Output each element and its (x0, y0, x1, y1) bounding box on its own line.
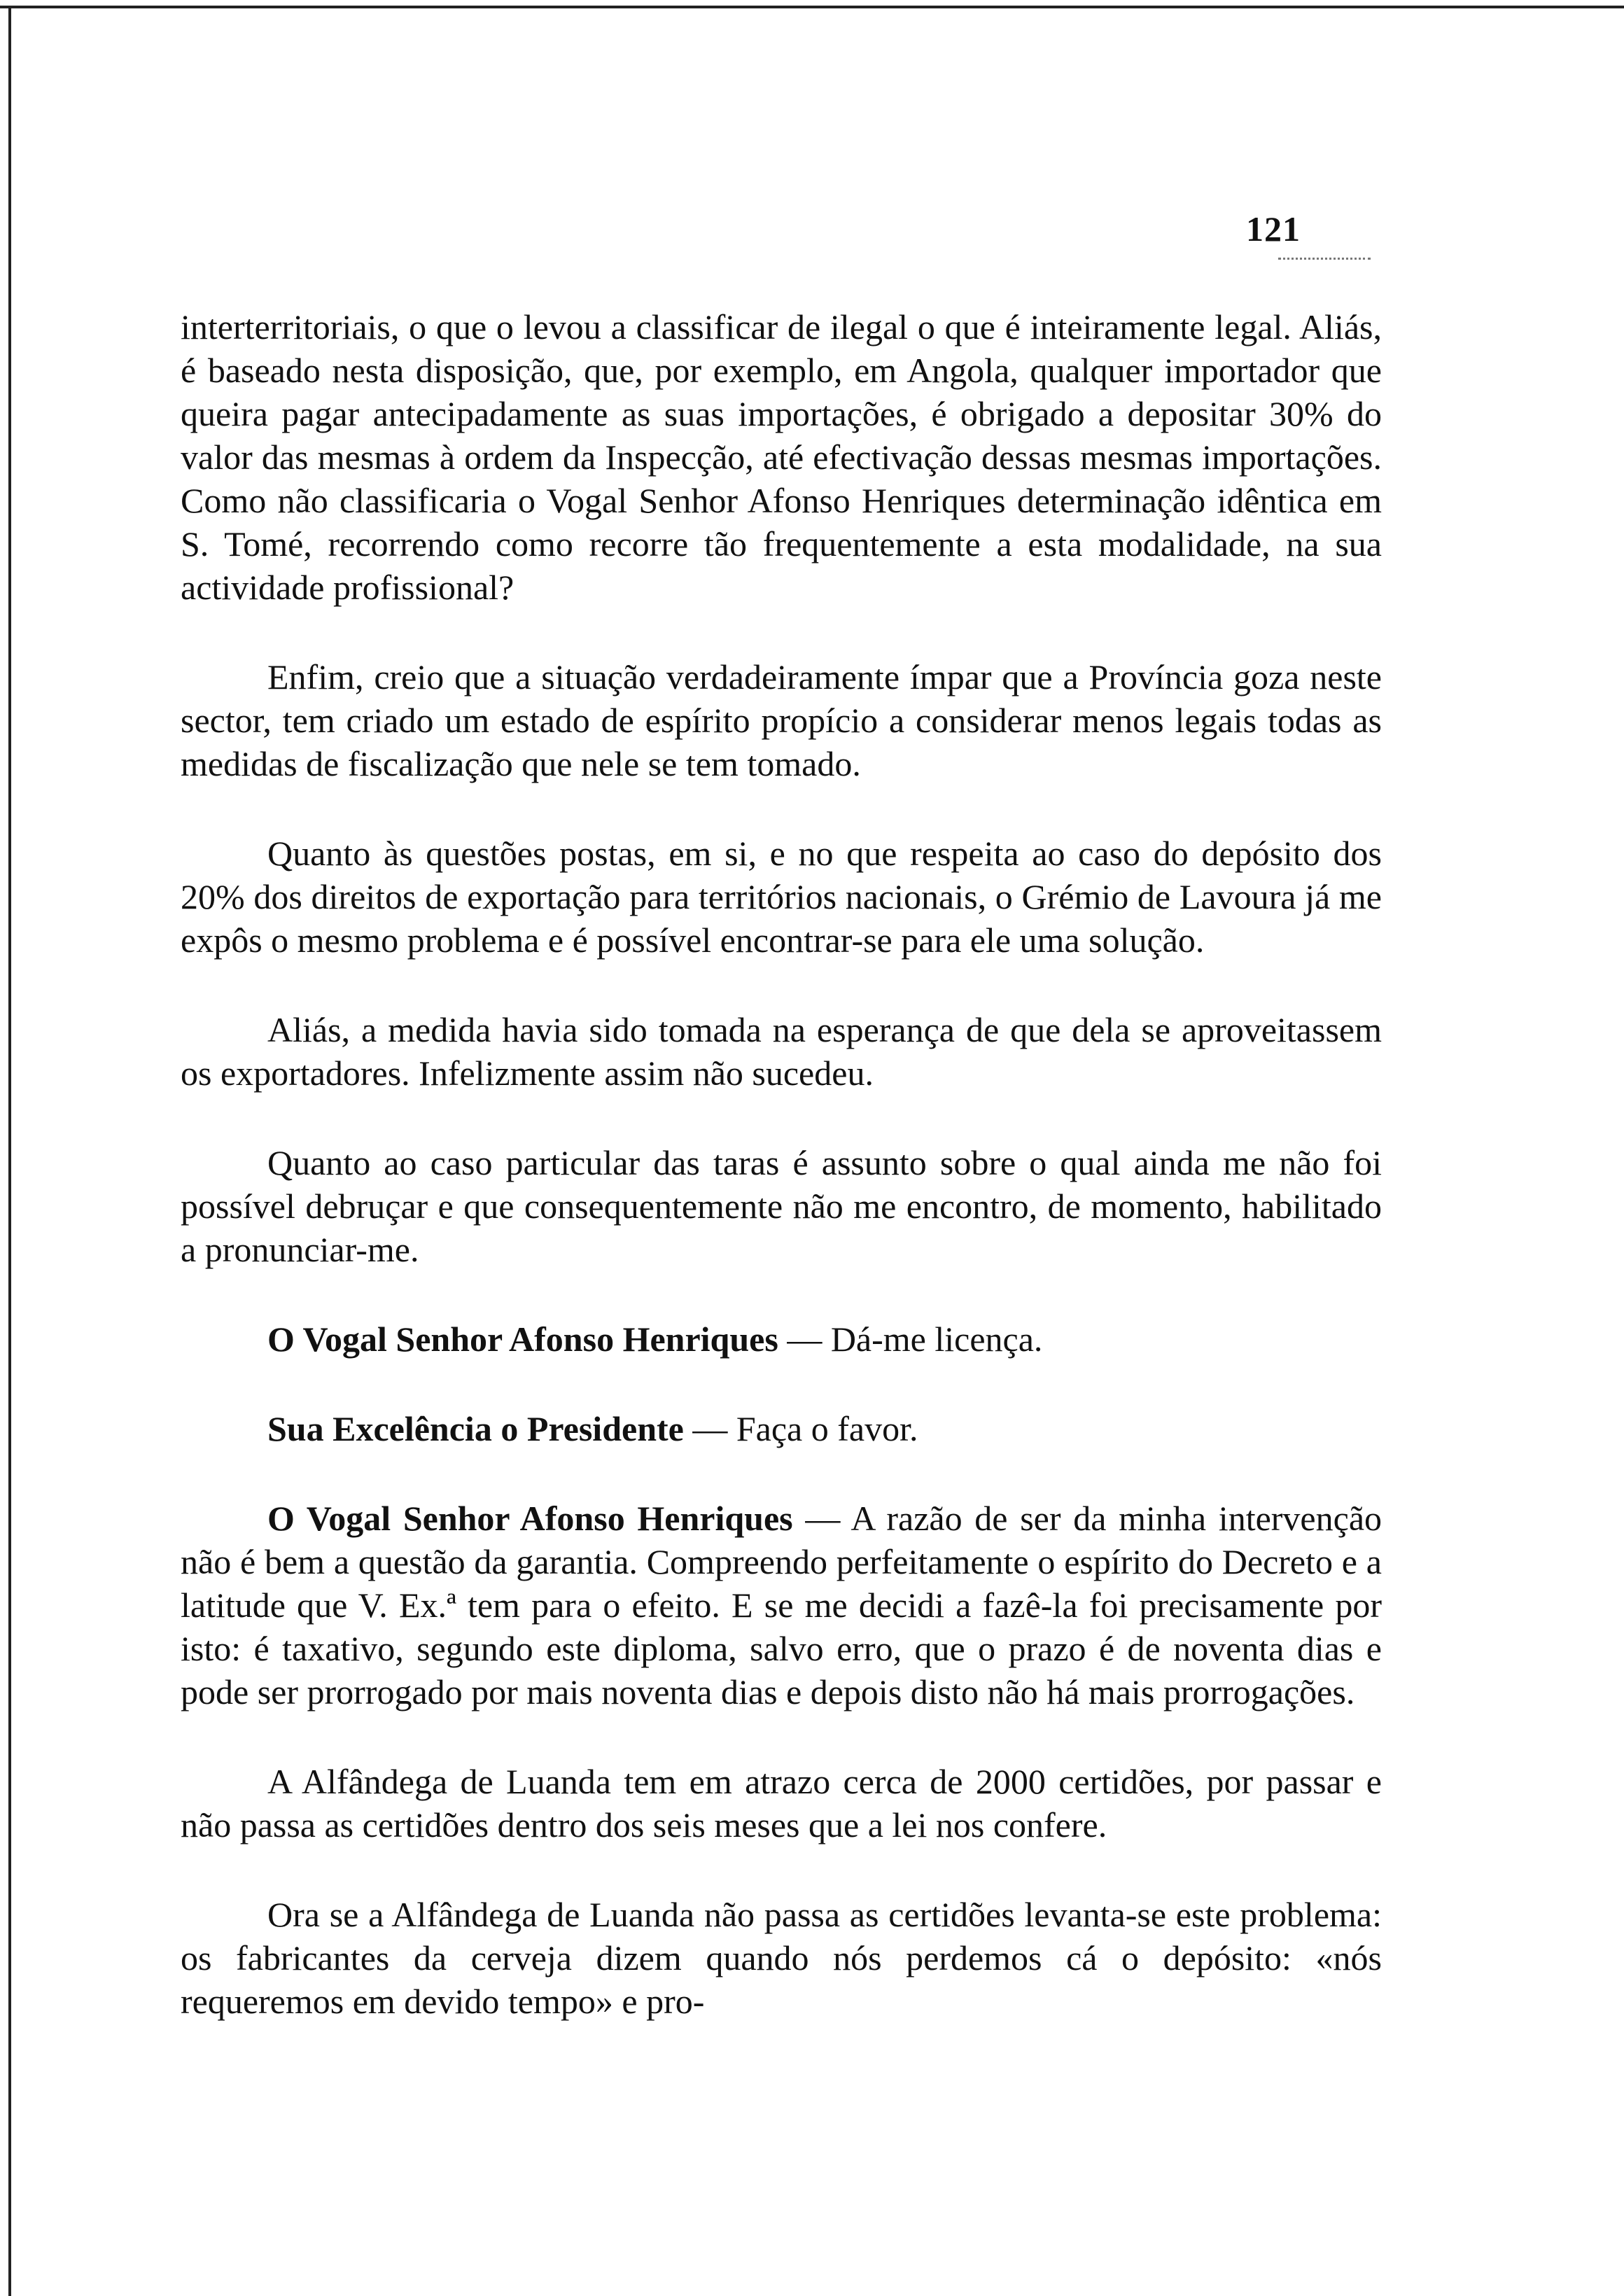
paragraph-text: interterritoriais, o que o levou a classificar de ilegal o que é inteiramente legal. Aliás, é baseado nesta disposição, que, por exemplo, em Angola, qualquer importador que queira pagar antecipadamente as suas importações, é obrigado a depositar 30% do valor das mesmas à ordem da Inspecção, até efectivação dessas mesmas importações. Como não classificaria o Vogal Senhor Afonso Henriques determinação idêntica em S. Tomé, recorrendo como recorre tão frequentemente a esta modalidade, na sua actividade profissional? (181, 307, 1382, 607)
paragraph-10 (181, 1893, 1382, 2023)
paragraph-9 (181, 1760, 1382, 1847)
paragraph-5 (181, 1141, 1382, 1271)
paragraph-text: Quanto às questões postas, em si, e no que respeita ao caso do depósito dos 20% dos direitos de exportação para territórios nacionais, o Grémio de Lavoura já me expôs o mesmo problema e é possível encontrar-se para ele uma solução. (181, 834, 1382, 960)
paragraph-text: — A razão de ser da minha intervenção não é bem a questão da garantia. Compreendo perfeitamente o espírito do Decreto e a latitude que V. Ex.ª tem para o efeito. E se me decidi a fazê-la foi precisamente por isto: é taxativo, segundo este diploma, salvo erro, que o prazo é de noventa dias e pode ser prorrogado por mais noventa dias e depois disto não há mais prorrogações. (181, 1499, 1382, 1712)
paragraph-6 (181, 1317, 1382, 1361)
paragraph-text: — Dá-me licença. (778, 1320, 1043, 1359)
paragraph-text: A Alfândega de Luanda tem em atrazo cerca de 2000 certidões, por passar e não passa as certidões dentro dos seis meses que a lei nos confere. (181, 1762, 1382, 1844)
page-number-dotted-rule (1278, 258, 1371, 260)
speaker-name: O Vogal Senhor Afonso Henriques (267, 1320, 778, 1359)
paragraph-7 (181, 1407, 1382, 1450)
body-text (181, 305, 1382, 2069)
paragraph-text: Quanto ao caso particular das taras é assunto sobre o qual ainda me não foi possível debruçar e que consequentemente não me encontro, de momento, habilitado a pronunciar-me. (181, 1143, 1382, 1269)
left-border-rule (8, 6, 11, 2296)
paragraph-text: Aliás, a medida havia sido tomada na esperança de que dela se aproveitassem os exportadores. Infelizmente assim não sucedeu. (181, 1010, 1382, 1093)
paragraph-3 (181, 832, 1382, 962)
paragraph-2 (181, 655, 1382, 785)
speaker-name: Sua Excelência o Presidente (267, 1409, 684, 1448)
paragraph-text: Ora se a Alfândega de Luanda não passa as certidões levanta-se este problema: os fabricantes da cerveja dizem quando nós perdemos cá o depósito: «nós requeremos em devido tempo» e pro- (181, 1895, 1382, 2021)
page-number: 121 (1246, 209, 1301, 248)
paragraph-8 (181, 1497, 1382, 1714)
speaker-name: O Vogal Senhor Afonso Henriques (267, 1499, 793, 1538)
paragraph-1 (181, 305, 1382, 609)
paragraph-text: Enfim, creio que a situação verdadeiramente ímpar que a Província goza neste sector, tem criado um estado de espírito propício a considerar menos legais todas as medidas de fiscalização que nele se tem tomado. (181, 657, 1382, 783)
top-border-rule (0, 6, 1624, 8)
paragraph-4 (181, 1008, 1382, 1095)
paragraph-text: — Faça o favor. (683, 1409, 918, 1448)
